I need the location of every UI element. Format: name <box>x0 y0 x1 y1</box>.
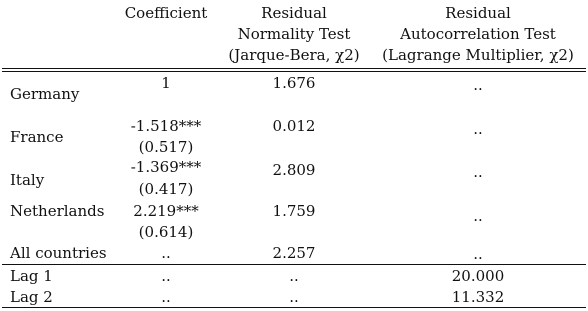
cell-autocorr-lag-2: 11.332 <box>451 288 505 306</box>
header-coefficient: Coefficient <box>124 4 208 22</box>
cell-se-netherlands: (0.614) <box>138 223 194 241</box>
cell-autocorr-lag-1: 20.000 <box>451 267 505 285</box>
cell-autocorr-all-countries: .. <box>473 245 483 263</box>
header-rule-bottom <box>2 71 586 72</box>
cell-normality-all-countries: 2.257 <box>272 244 316 262</box>
row-label-lag-1: Lag 1 <box>10 267 53 285</box>
cell-coef-all-countries: .. <box>161 244 171 262</box>
cell-coef-germany: 1 <box>161 74 171 92</box>
row-label-netherlands: Netherlands <box>10 202 105 220</box>
cell-autocorr-germany: .. <box>473 76 483 94</box>
header-autocorr-line3: (Lagrange Multiplier, χ2) <box>382 46 574 64</box>
cell-normality-germany: 1.676 <box>272 74 316 92</box>
row-label-germany: Germany <box>10 85 80 103</box>
cell-coef-lag-2: .. <box>161 288 171 306</box>
cell-normality-lag-1: .. <box>289 267 299 285</box>
cell-normality-netherlands: 1.759 <box>272 202 316 220</box>
header-rule-top <box>2 68 586 69</box>
row-label-italy: Italy <box>10 171 45 189</box>
header-normality-line1: Residual <box>261 4 327 22</box>
cell-normality-lag-2: .. <box>289 288 299 306</box>
row-label-all-countries: All countries <box>10 244 107 262</box>
cell-normality-france: 0.012 <box>272 117 316 135</box>
cell-coef-netherlands: 2.219*** <box>133 202 199 220</box>
cell-coef-lag-1: .. <box>161 267 171 285</box>
header-normality-line2: Normality Test <box>237 25 351 43</box>
row-label-france: France <box>10 128 64 146</box>
cell-se-italy: (0.417) <box>138 180 194 198</box>
cell-normality-italy: 2.809 <box>272 161 316 179</box>
cell-autocorr-france: .. <box>473 120 483 138</box>
cell-coef-italy: -1.369*** <box>130 158 202 176</box>
row-label-lag-2: Lag 2 <box>10 288 53 306</box>
cell-autocorr-italy: .. <box>473 163 483 181</box>
cell-autocorr-netherlands: .. <box>473 207 483 225</box>
cell-se-france: (0.517) <box>138 138 194 156</box>
header-autocorr-line1: Residual <box>445 4 511 22</box>
bottom-rule <box>2 307 586 308</box>
header-normality-line3: (Jarque-Bera, χ2) <box>228 46 360 64</box>
header-autocorr-line2: Autocorrelation Test <box>400 25 556 43</box>
cell-coef-france: -1.518*** <box>130 117 202 135</box>
section-rule <box>2 264 586 265</box>
